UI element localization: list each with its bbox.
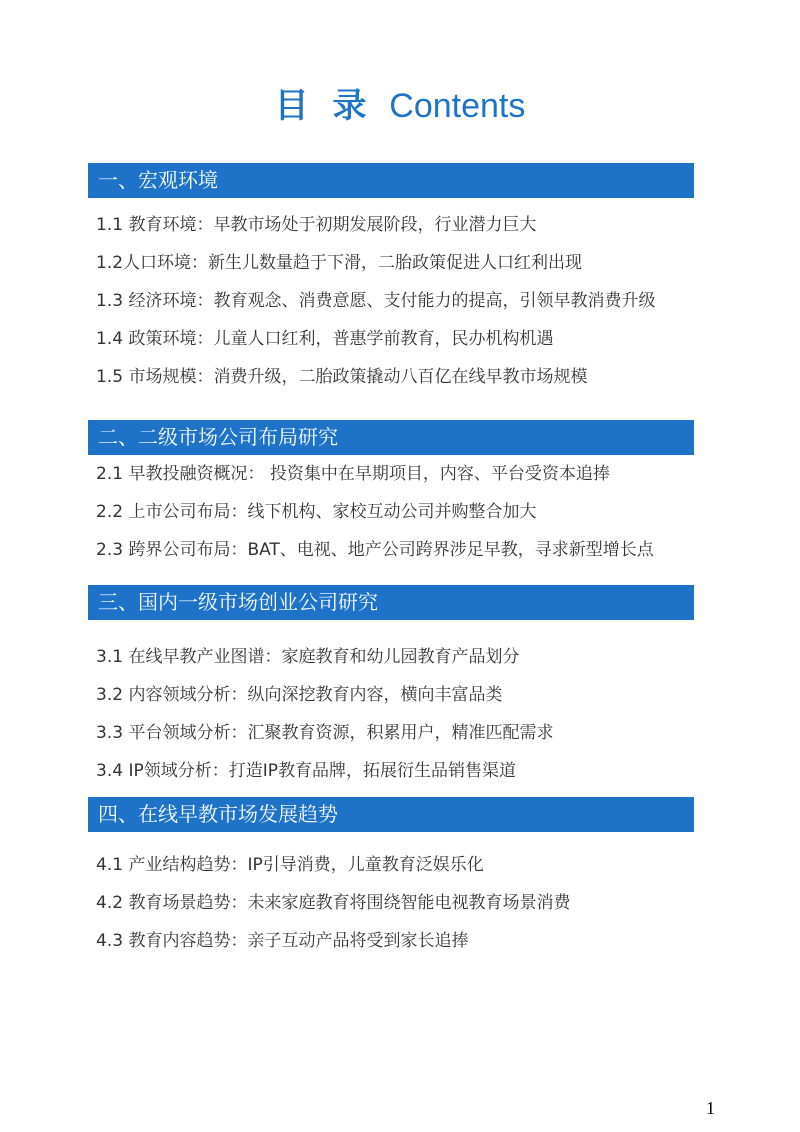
toc-list [88, 846, 728, 960]
section-development-trends [88, 797, 728, 960]
toc-item[interactable]: 2.3 跨界公司布局：BAT、电视、地产公司跨界涉足早教，寻求新型增长点 [96, 540, 654, 560]
toc-item[interactable]: 3.2 内容领域分析：纵向深挖教育内容，横向丰富品类 [96, 685, 503, 705]
toc-item[interactable]: 1.3 经济环境：教育观念、消费意愿、支付能力的提高，引领早教消费升级 [96, 291, 656, 311]
toc-item[interactable]: 1.2人口环境：新生儿数量趋于下滑，二胎政策促进人口红利出现 [96, 253, 583, 273]
section-primary-market [88, 585, 728, 790]
toc-item[interactable]: 1.5 市场规模：消费升级，二胎政策撬动八百亿在线早教市场规模 [96, 367, 588, 387]
toc-item[interactable]: 1.4 政策环境：儿童人口红利，普惠学前教育，民办机构机遇 [96, 329, 554, 349]
toc-item[interactable]: 4.1 产业结构趋势：IP引导消费，儿童教育泛娱乐化 [96, 855, 484, 875]
title-chinese: 目 录 [274, 86, 373, 126]
toc-item[interactable]: 3.1 在线早教产业图谱：家庭教育和幼儿园教育产品划分 [96, 647, 520, 667]
page-number: 1 [706, 1098, 715, 1118]
section-heading: 一、宏观环境 [88, 163, 694, 198]
toc-item[interactable]: 4.2 教育场景趋势：未来家庭教育将围绕智能电视教育场景消费 [96, 893, 571, 913]
page-title [0, 84, 800, 128]
title-english: Contents [389, 87, 526, 125]
toc-item[interactable]: 2.2 上市公司布局：线下机构、家校互动公司并购整合加大 [96, 502, 537, 522]
section-heading: 二、二级市场公司布局研究 [88, 420, 694, 455]
section-heading: 三、国内一级市场创业公司研究 [88, 585, 694, 620]
toc-item[interactable]: 2.1 早教投融资概况： 投资集中在早期项目，内容、平台受资本追捧 [96, 464, 610, 484]
section-heading: 四、在线早教市场发展趋势 [88, 797, 694, 832]
toc-list [88, 206, 728, 396]
section-secondary-market [88, 420, 728, 569]
section-macro-environment [88, 163, 728, 396]
toc-item[interactable]: 4.3 教育内容趋势：亲子互动产品将受到家长追捧 [96, 931, 469, 951]
toc-list [88, 455, 728, 569]
toc-item[interactable]: 1.1 教育环境：早教市场处于初期发展阶段，行业潜力巨大 [96, 215, 537, 235]
toc-list [88, 638, 728, 790]
toc-item[interactable]: 3.3 平台领域分析：汇聚教育资源，积累用户，精准匹配需求 [96, 723, 554, 743]
toc-item[interactable]: 3.4 IP领域分析：打造IP教育品牌，拓展衍生品销售渠道 [96, 761, 516, 781]
